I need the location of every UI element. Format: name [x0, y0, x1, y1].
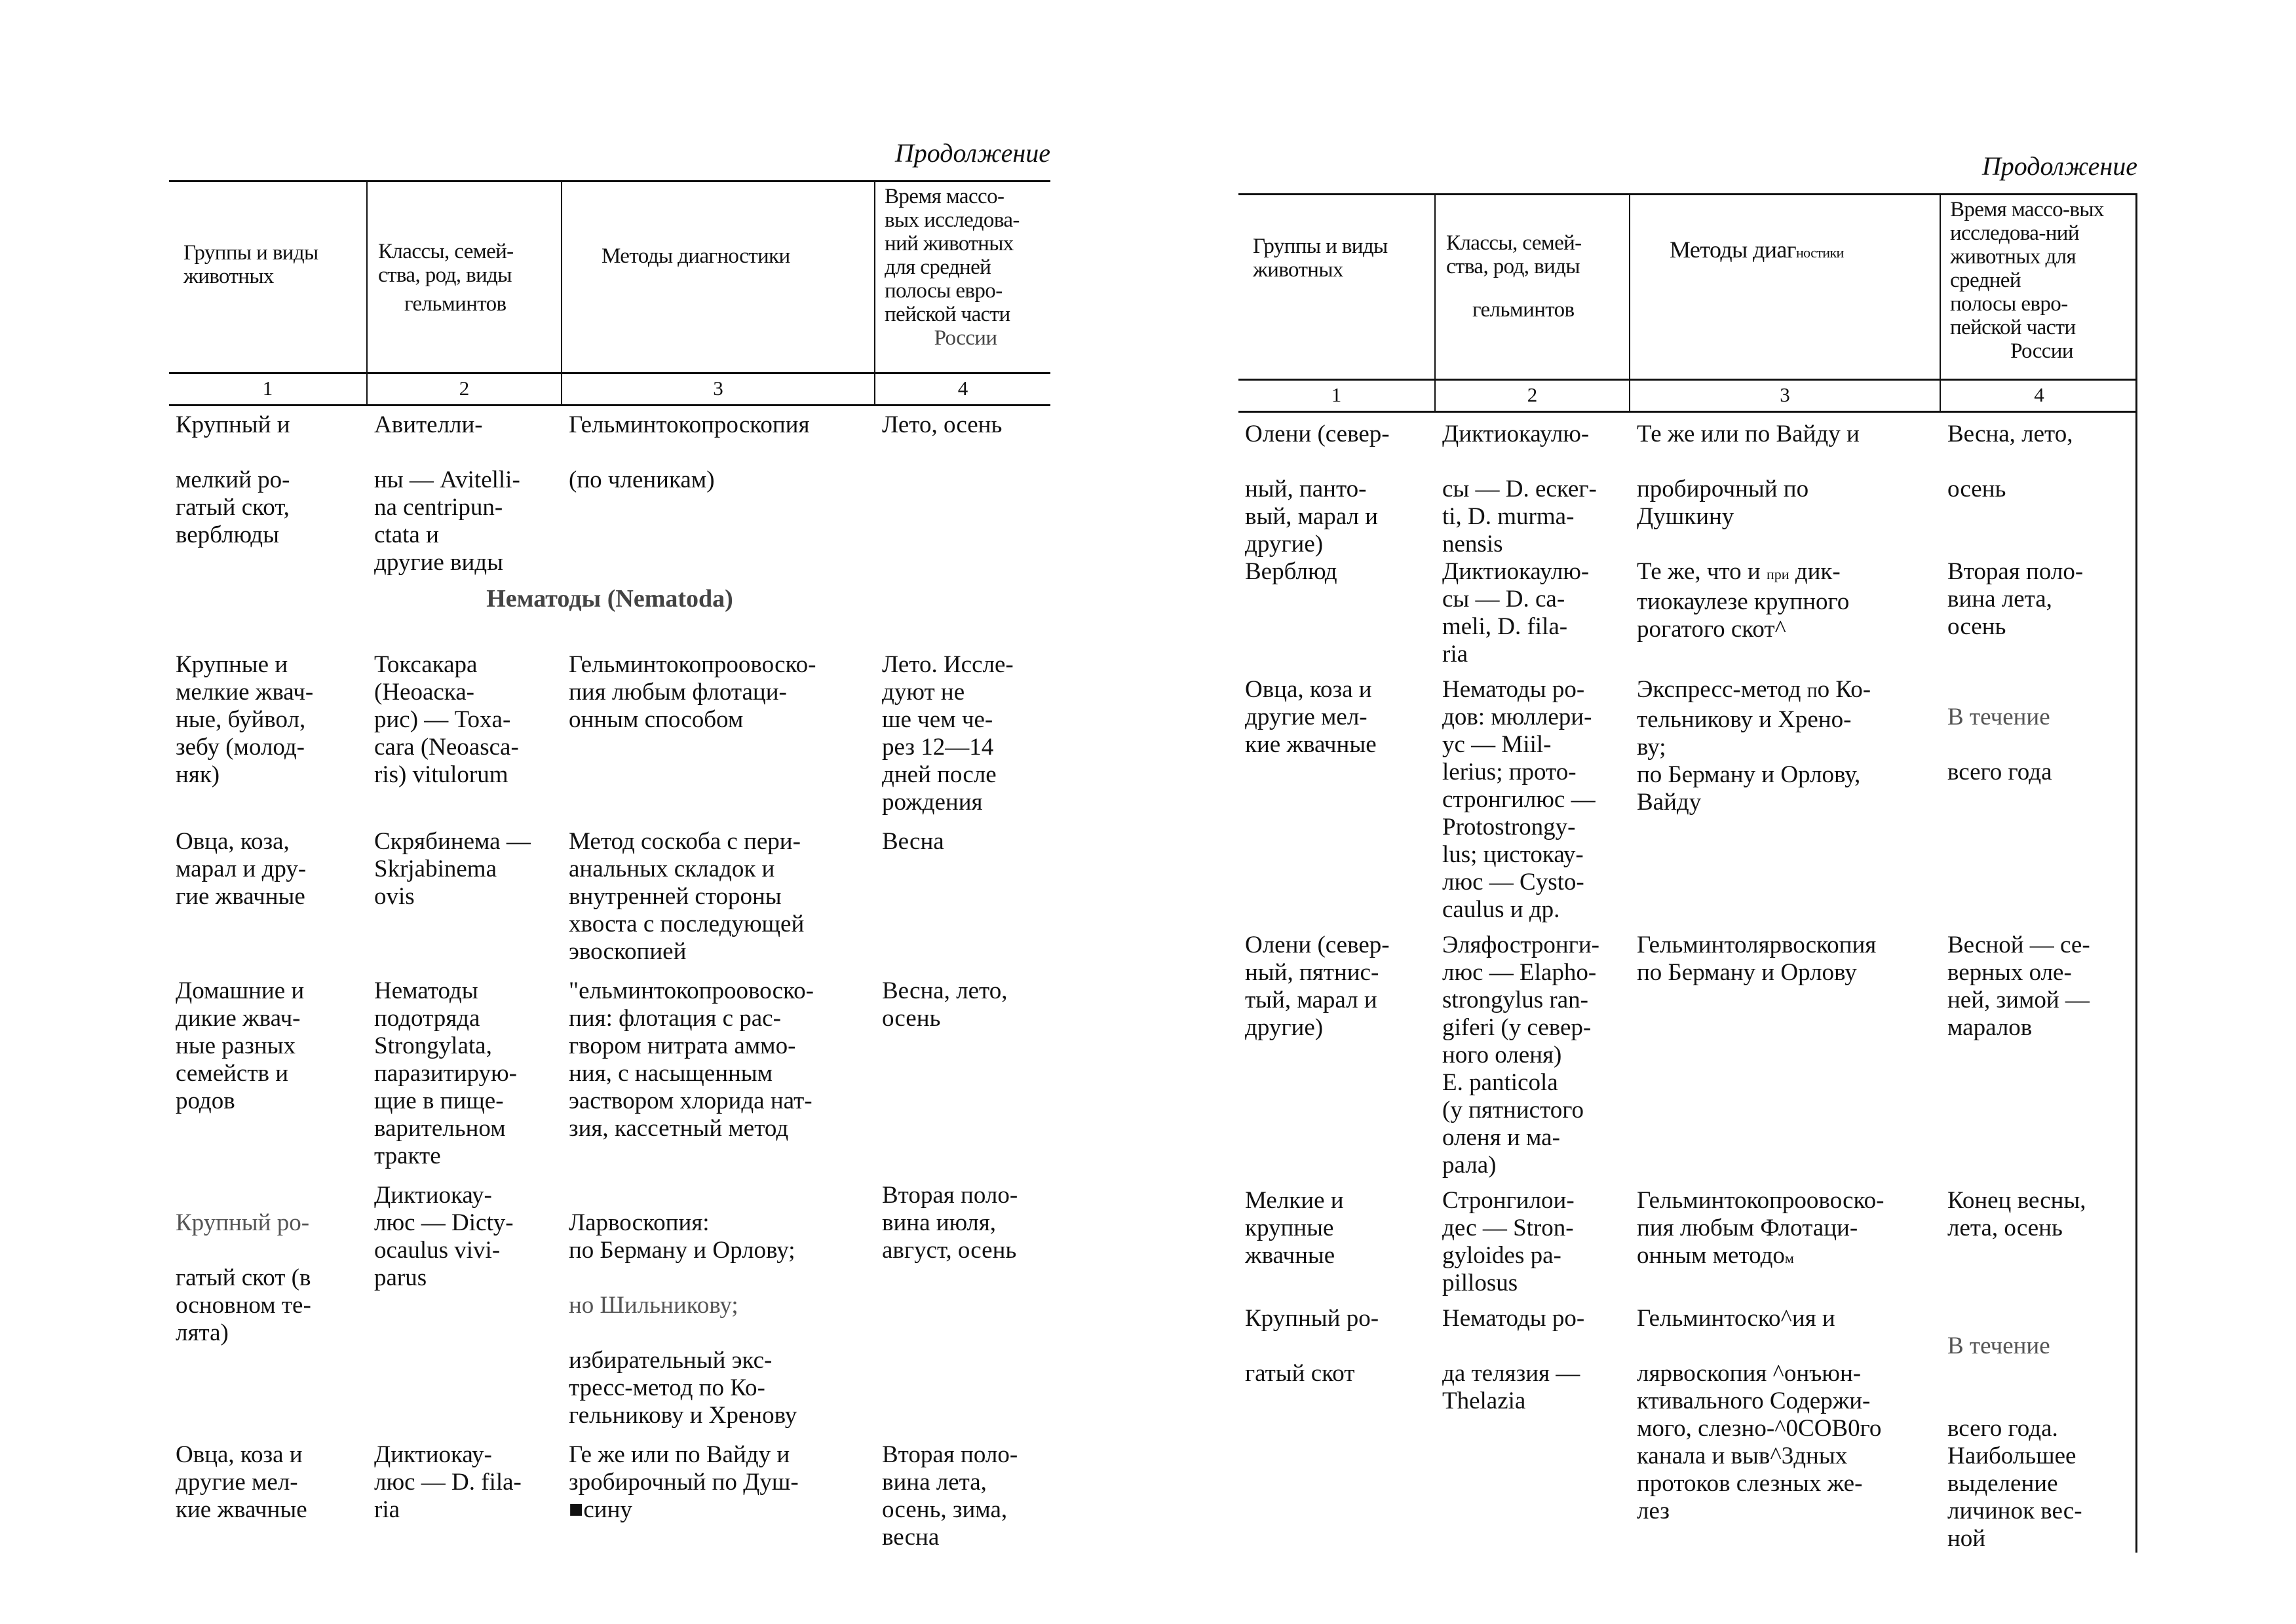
table-row	[169, 977, 1050, 1170]
cell-method-part3: избирательный экс- тресс-метод по Ко- гельникову и Хренову	[569, 1347, 797, 1429]
cell-helminth: Нематоды ро- дов: мюллери- ус — Miil- lerius; прото- стронгилюс — Protostrongy- lus; цистокау- люс — Cysto- caulus и др.	[1442, 676, 1596, 923]
header-time-line2: полосы евро-пейской части	[1950, 292, 2076, 339]
header-helminth-classes	[368, 182, 562, 372]
cell-animals: Овца, коза и другие мел- кие жвачные	[1245, 676, 1377, 758]
table-header	[1238, 193, 2135, 381]
header-time-line2: вых исследова-ний животных для средней	[885, 208, 1020, 279]
cell-method-sub: при	[1766, 566, 1789, 582]
continuation-label: Продолжение	[1981, 151, 2137, 181]
cell-time: Лето, осень	[882, 411, 1003, 438]
cell-helminth: Эляфостронги- люс — Elapho- strongylus ran- giferi (у север- ного оленя) E. panticola (у пятнистого оленя и ма- рала)	[1442, 932, 1599, 1179]
cell-animals: Овца, коза и другие мел- кие жвачные	[176, 1441, 307, 1523]
cell-animals-rest: гатый скот (в основном те- лята)	[176, 1264, 311, 1346]
table-row	[1238, 421, 2135, 558]
cell-time: Весна	[882, 828, 944, 855]
cell-helminth: Диктиокау- люс — Dicty- ocaulus vivi- parus	[374, 1182, 514, 1291]
header-mass-examination-time	[1941, 195, 2137, 379]
cell-helminth: Стронгилои- дес — Stron- gyloides pa- pillosus	[1442, 1187, 1575, 1296]
cell-helminth: Нематоды ро- да телязия — Thelazia	[1442, 1305, 1585, 1414]
cell-time: Конец весны, лета, осень	[1947, 1187, 2086, 1241]
col-num-3: 3	[1630, 381, 1941, 411]
cell-time-rest: всего года. Наибольшее выделение личинок вес- ной	[1947, 1415, 2082, 1552]
cell-animals: Крупные и мелкие жвач- ные, буйвол, зебу (молод- няк)	[176, 651, 314, 788]
header-helminth-classes-line2: гельминтов	[404, 292, 507, 316]
section-heading: Нематоды (Nematoda)	[486, 585, 733, 613]
column-numbers	[169, 374, 1050, 406]
cell-animals: Домашние и дикие жвач- ные разных семейств и родов	[176, 977, 305, 1114]
cell-animals-line1: Крупный ро-	[176, 1209, 310, 1236]
left-table	[169, 180, 1050, 1551]
cell-animals: Крупный ро- гатый скот	[1245, 1305, 1379, 1387]
cell-method: Ге же или по Вайду и зробирочный по Душ- ■сину	[569, 1441, 799, 1523]
cell-time-line2: всего года	[1947, 759, 2052, 785]
col-num-1: 1	[169, 374, 368, 404]
col-num-2: 2	[1436, 381, 1630, 411]
col-num-4: 4	[2034, 383, 2044, 406]
cell-animals: Олени (север- ный, пятнис- тый, марал и другие)	[1245, 932, 1390, 1041]
table-row	[1238, 1305, 2135, 1553]
cell-time: Весной — се- верных оле- ней, зимой — маралов	[1947, 932, 2090, 1041]
header-time-line3: России	[2010, 339, 2073, 363]
cell-method: Гельминтолярвоскопия по Берману и Орлову	[1637, 932, 1877, 986]
header-helminth-classes-line1: Классы, семей-ства, род, виды	[1446, 231, 1582, 278]
cell-animals: Мелкие и крупные жвачные	[1245, 1187, 1344, 1269]
cell-helminth: Токсакара (Неоаска- рис) — Toxa- cara (Neoasca- ris) vitulorum	[374, 651, 519, 788]
column-numbers	[1238, 381, 2135, 413]
header-animal-groups: Группы и виды животных	[169, 182, 368, 372]
header-time-line1: Время массо-	[885, 185, 1004, 208]
right-page	[1238, 151, 2137, 1553]
continuation-label: Продолжение	[894, 138, 1050, 168]
table-row	[1238, 1187, 2135, 1297]
table-row	[1238, 676, 2135, 924]
cell-method	[1630, 676, 1941, 924]
header-time-line4: России	[934, 326, 997, 350]
table-row	[169, 411, 1050, 576]
cell-helminth: Авителли- ны — Avitelli- na centripun- ctata и другие виды	[374, 411, 520, 576]
cell-animals: Верблюд	[1245, 558, 1337, 585]
cell-method	[1630, 1187, 1941, 1297]
cell-helminth: Скрябинема — Skrjabinema ovis	[374, 828, 531, 910]
cell-helminth: Диктиокаулю- сы — D. eскег- ti, D. murma- nensis	[1442, 421, 1597, 557]
right-table	[1238, 193, 2137, 1553]
cell-time	[1941, 1305, 2137, 1553]
table-header	[169, 180, 1050, 374]
header-methods-main: Методы диаг	[1670, 236, 1796, 263]
table-row	[1238, 932, 2135, 1179]
table-row	[169, 651, 1050, 816]
cell-animals: Крупный и мелкий ро- гатый скот, верблюды	[176, 411, 290, 548]
cell-method: "ельминтокопроовоско- пия: флотация с рас- гвором нитрата аммо- ния, с насыщенным эаствором хлорида нат- зия, кассетный метод	[569, 977, 814, 1142]
header-helminth-classes	[1436, 195, 1630, 379]
table-row	[1238, 558, 2135, 668]
cell-method	[562, 1182, 875, 1429]
cell-method-part2: о Ко- тельникову и Хрено- ву; по Берману и Орлову, Вайду	[1637, 676, 1871, 816]
cell-method-part1: Те же, что и	[1637, 558, 1767, 585]
cell-method-part1: Гельминтокопроовоско- пия любым Флотаци- онным методо	[1637, 1187, 1885, 1269]
cell-time: Весна, лето, осень	[882, 977, 1008, 1032]
cell-time: Лето. Иссле- дуют не ше чем че- рез 12—14 дней после рождения	[882, 651, 1014, 816]
col-num-2: 2	[368, 374, 562, 404]
cell-method-sub: П	[1807, 684, 1818, 700]
cell-animals: Олени (север- ный, панто- вый, марал и другие)	[1245, 421, 1390, 557]
cell-method-sub: м	[1784, 1250, 1794, 1266]
table-row	[169, 1441, 1050, 1551]
cell-method: Гельминтокопроовоско- пия любым флотаци- онным способом	[569, 651, 816, 733]
cell-method-part1: Ларвоскопия: по Берману и Орлову;	[569, 1209, 795, 1264]
header-time-line1: Время массо-вых исследова-ний животных для средней	[1950, 198, 2104, 292]
cell-helminth: Диктиокаулю- сы — D. ca- meli, D. fila- ria	[1442, 558, 1590, 668]
col-num-4: 4	[957, 377, 968, 400]
cell-animals: Овца, коза, марал и дру- гие жвачные	[176, 828, 307, 910]
cell-method: Метод соскоба с пери- анальных складок и внутренней стороны хвоста с последующей эвоскопией	[569, 828, 805, 965]
cell-method: Гельминтокопроскопия (по членикам)	[569, 411, 810, 493]
cell-helminth: Нематоды подотряда Strongylata, паразитирую- щие в пище- варительном тракте	[374, 977, 518, 1169]
cell-method: Те же или по Вайду и пробирочный по Душкину	[1637, 421, 1860, 530]
cell-animals	[169, 1182, 368, 1429]
cell-method	[1630, 558, 1941, 668]
header-diagnostic-methods	[1630, 195, 1941, 379]
header-diagnostic-methods: Методы диагностики	[562, 182, 875, 372]
col-num-1: 1	[1238, 381, 1436, 411]
header-helminth-classes-line2: гельминтов	[1472, 298, 1575, 322]
col-num-3: 3	[562, 374, 875, 404]
cell-time-line1: В течение	[1947, 704, 2050, 730]
cell-time: Вторая поло- вина лета, осень	[1947, 558, 2084, 640]
cell-time: Вторая поло- вина лета, осень, зима, весна	[882, 1441, 1018, 1551]
cell-time	[1941, 676, 2137, 924]
table-row	[169, 828, 1050, 966]
header-animal-groups: Группы и виды животных	[1238, 195, 1436, 379]
cell-method-part1: Экспресс-метод	[1637, 676, 1807, 703]
cell-method-part2: дик- тиокаулезе крупного рогатого скот^	[1637, 558, 1850, 643]
table-row	[169, 1182, 1050, 1429]
header-methods-sub: ностики	[1795, 244, 1844, 261]
cell-method: Гельминтоско^ия и лярвоскопия ^онъюн- ктивального Содержи- мого, слезно-^0СОВ0го канала и выв^3дных протоков слезных же- лез	[1637, 1305, 1882, 1524]
cell-helminth: Диктиокау- люс — D. fila- ria	[374, 1441, 522, 1523]
header-mass-examination-time	[875, 182, 1050, 372]
left-page	[169, 138, 1050, 1551]
header-helminth-classes-line1: Классы, семей-ства, род, виды	[378, 240, 514, 287]
cell-method-part2: но Шильникову;	[569, 1292, 738, 1319]
cell-time-line1: В течение	[1947, 1332, 2050, 1359]
cell-time: Вторая поло- вина июля, август, осень	[882, 1182, 1018, 1264]
cell-time: Весна, лето, осень	[1947, 421, 2073, 502]
header-time-line3: полосы евро-пейской части	[885, 279, 1010, 326]
